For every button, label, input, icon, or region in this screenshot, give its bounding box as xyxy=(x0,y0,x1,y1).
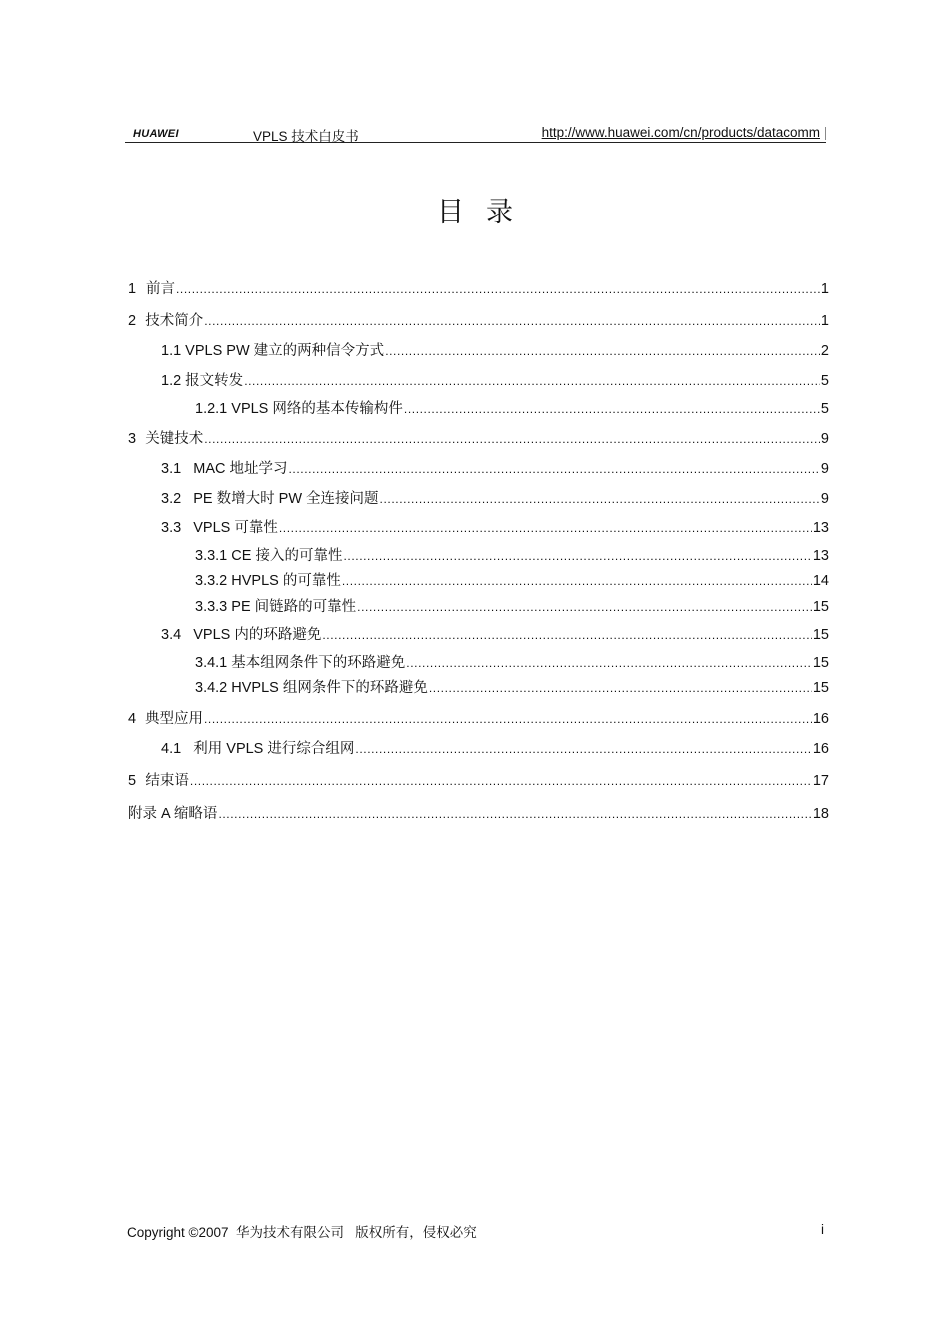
huawei-logo: HUAWEI xyxy=(133,128,179,140)
toc-label: 3.3 VPLS 可靠性 xyxy=(161,520,278,536)
toc-label: 3.4 VPLS 内的环路避免 xyxy=(161,627,322,643)
toc-label: 3.3.1 CE 接入的可靠性 xyxy=(195,548,343,564)
toc-label: 结束语 xyxy=(145,773,189,789)
toc-page: 15 xyxy=(812,680,829,696)
toc-label: 典型应用 xyxy=(145,711,203,727)
toc-page: 2 xyxy=(820,343,829,359)
toc-number: 4 xyxy=(128,711,137,727)
toc-leader xyxy=(343,548,811,564)
toc-label: 1.2 报文转发 xyxy=(161,373,244,389)
toc-page: 5 xyxy=(820,373,829,389)
toc-entry[interactable] xyxy=(128,802,829,823)
footer-copyright: Copyright ©2007 华为技术有限公司 版权所有，侵权必究 xyxy=(127,1225,477,1240)
toc-label: 3.2 PE 数增大时 PW 全连接问题 xyxy=(161,491,379,507)
toc-label: 前言 xyxy=(146,281,175,297)
toc-page: 1 xyxy=(820,313,829,329)
toc-page: 1 xyxy=(820,281,829,297)
toc-entry[interactable] xyxy=(161,623,829,644)
toc-entry[interactable] xyxy=(128,427,829,448)
toc-leader xyxy=(190,773,812,789)
toc-heading: 目录 xyxy=(437,197,535,228)
toc-entry[interactable] xyxy=(161,487,829,508)
toc-label: 技术简介 xyxy=(145,313,204,329)
toc-number: 5 xyxy=(128,773,137,789)
toc-leader xyxy=(289,461,820,477)
toc-entry[interactable] xyxy=(195,676,829,697)
toc-label: 1.1 VPLS PW 建立的两种信令方式 xyxy=(161,343,385,359)
toc-entry[interactable] xyxy=(128,309,829,330)
toc-leader xyxy=(322,627,812,643)
header-divider xyxy=(825,127,826,140)
toc-leader xyxy=(404,401,820,417)
toc-number: 2 xyxy=(128,313,137,329)
toc-entry[interactable] xyxy=(161,339,829,360)
toc-page: 9 xyxy=(820,431,829,447)
toc-entry[interactable] xyxy=(195,569,829,590)
toc-leader xyxy=(355,741,811,757)
toc-label: 3.1 MAC 地址学习 xyxy=(161,461,288,477)
footer-page-number: i xyxy=(821,1222,824,1237)
toc-page: 15 xyxy=(812,627,829,643)
toc-leader xyxy=(342,573,812,589)
toc-page: 17 xyxy=(812,773,829,789)
toc-leader xyxy=(279,520,812,536)
toc-entry[interactable] xyxy=(195,397,829,418)
toc-page: 13 xyxy=(812,520,829,536)
toc-entry[interactable] xyxy=(128,277,829,298)
toc-page: 9 xyxy=(820,461,829,477)
toc-entry[interactable] xyxy=(161,369,829,390)
toc-label: 3.3.3 PE 间链路的可靠性 xyxy=(195,599,357,615)
page-header xyxy=(125,122,826,143)
toc-leader xyxy=(176,281,820,297)
toc-entry[interactable] xyxy=(195,651,829,672)
toc-entry[interactable] xyxy=(161,516,829,537)
toc-page: 13 xyxy=(812,548,829,564)
toc-page: 16 xyxy=(812,711,829,727)
toc-label: 关键技术 xyxy=(145,431,204,447)
toc-page: 15 xyxy=(812,655,829,671)
toc-leader xyxy=(385,343,820,359)
toc-leader xyxy=(429,680,812,696)
toc-page: 15 xyxy=(812,599,829,615)
toc-page: 16 xyxy=(812,741,829,757)
toc-label: 3.4.2 HVPLS 组网条件下的环路避免 xyxy=(195,680,428,696)
toc-number: 1 xyxy=(128,281,137,297)
toc-page: 5 xyxy=(820,401,829,417)
toc-label: 1.2.1 VPLS 网络的基本传输构件 xyxy=(195,401,403,417)
toc-leader xyxy=(204,431,820,447)
toc-entry[interactable] xyxy=(161,737,829,758)
toc-leader xyxy=(218,806,811,822)
document-title: VPLS 技术白皮书 xyxy=(253,129,359,144)
header-url-link[interactable]: http://www.huawei.com/cn/products/datacomm xyxy=(541,125,820,140)
toc-page: 14 xyxy=(812,573,829,589)
toc-leader xyxy=(357,599,812,615)
toc-label: 4.1 利用 VPLS 进行综合组网 xyxy=(161,741,355,757)
toc-entry[interactable] xyxy=(128,707,829,728)
toc-leader xyxy=(204,711,812,727)
toc-entry[interactable] xyxy=(195,544,829,565)
toc-leader xyxy=(244,373,820,389)
toc-leader xyxy=(204,313,820,329)
toc-number: 3 xyxy=(128,431,137,447)
toc-label: 3.4.1 基本组网条件下的环路避免 xyxy=(195,655,406,671)
toc-leader xyxy=(380,491,820,507)
toc-leader xyxy=(406,655,812,671)
toc-page: 18 xyxy=(812,806,829,822)
toc-label: 附录 A 缩略语 xyxy=(128,806,218,822)
toc-entry[interactable] xyxy=(195,595,829,616)
toc-entry[interactable] xyxy=(128,769,829,790)
toc-label: 3.3.2 HVPLS 的可靠性 xyxy=(195,573,341,589)
toc-entry[interactable] xyxy=(161,457,829,478)
toc-page: 9 xyxy=(820,491,829,507)
